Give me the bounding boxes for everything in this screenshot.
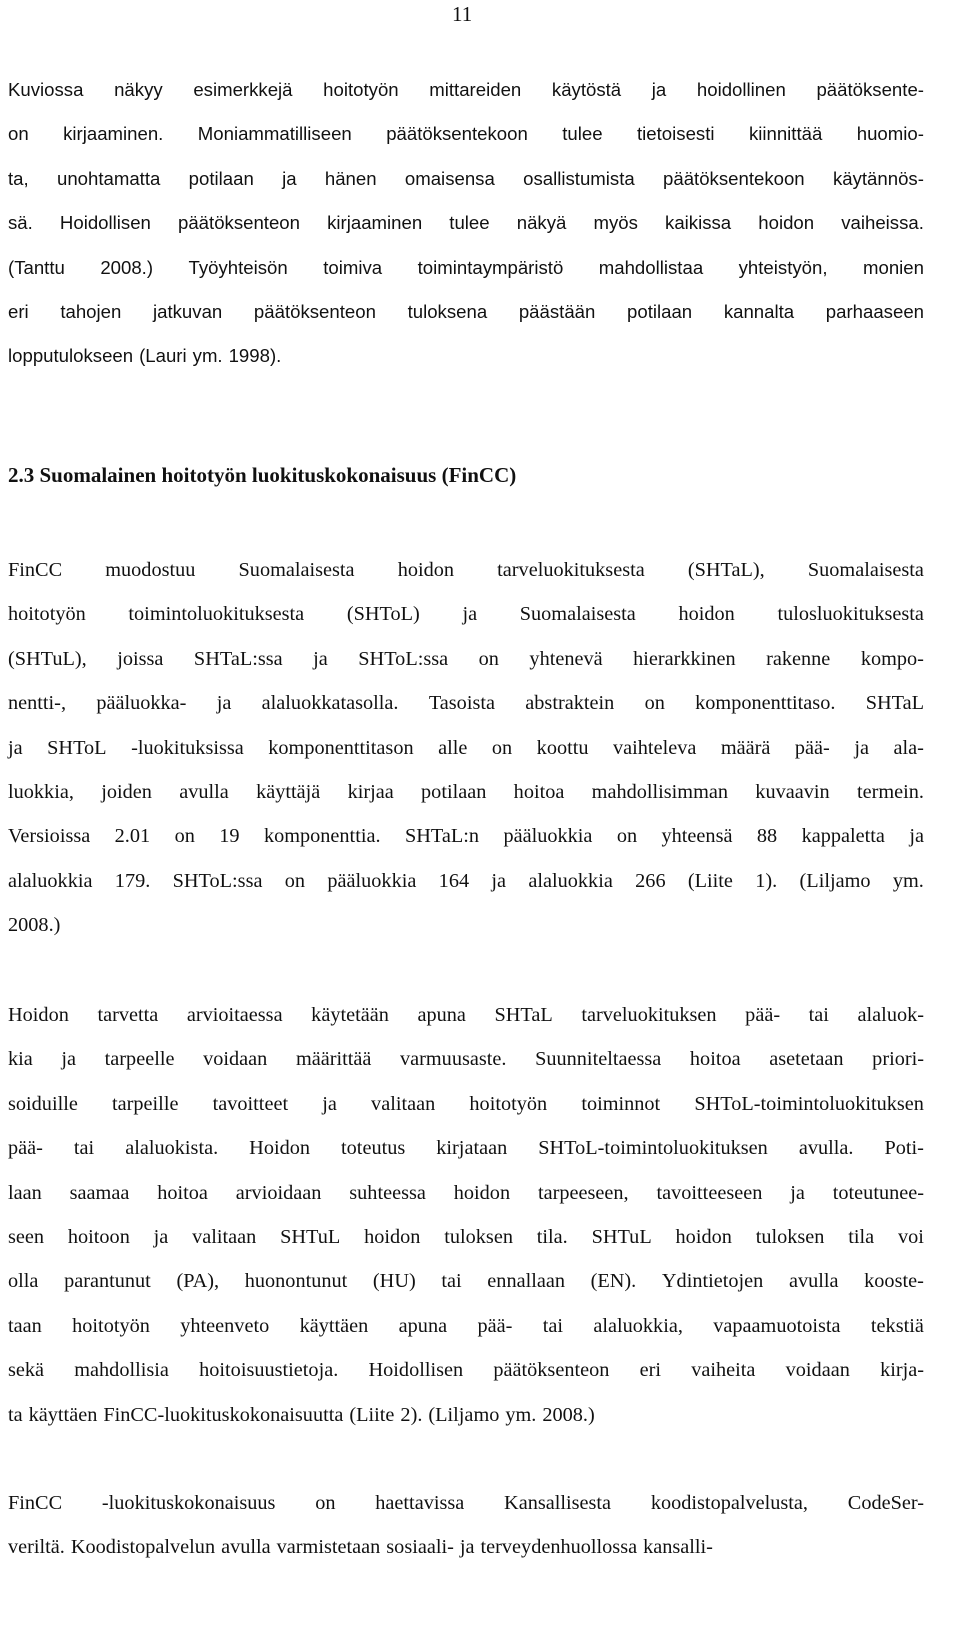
word: FinCC-luokituskokonaisuutta: [103, 1403, 344, 1426]
text-line: [8, 555, 924, 585]
word: on: [284, 869, 306, 892]
word: tarpeeseen,: [537, 1181, 629, 1204]
word: näkyä: [516, 212, 567, 234]
text-line: [8, 821, 924, 851]
word: terveydenhuollossa: [480, 1536, 638, 1559]
word: -luokituksissa: [131, 736, 244, 759]
word: osallistumista: [523, 167, 635, 189]
word: tulee: [562, 123, 603, 145]
word: ennallaan: [487, 1270, 565, 1293]
word: on: [478, 647, 499, 670]
word: ja: [462, 603, 478, 626]
word: 266: [635, 869, 666, 892]
word: tuloksen: [755, 1226, 825, 1248]
word: kirjaa: [347, 781, 394, 803]
word: mahdollisia: [74, 1359, 169, 1382]
word: myös: [593, 212, 638, 234]
word: rakenne: [766, 647, 831, 670]
word: jatkuvan: [153, 301, 223, 322]
word: SHTaL:ssa: [193, 647, 283, 670]
word: (Tanttu: [8, 256, 65, 278]
text-line: [8, 75, 924, 105]
word: vaiheissa.: [841, 212, 924, 234]
text-line: [8, 1222, 924, 1252]
text-line: [8, 1532, 924, 1562]
word: valitaan: [371, 1092, 436, 1115]
word: on: [8, 123, 29, 145]
word: mittareiden: [429, 79, 522, 100]
word: alaluokkia: [528, 869, 613, 892]
word: Ydintietojen: [661, 1270, 764, 1293]
word: priori-: [872, 1048, 924, 1071]
word: huonontunut: [244, 1270, 348, 1293]
word: ja: [282, 167, 297, 189]
word: ym.: [892, 869, 924, 892]
word: (PA),: [176, 1270, 220, 1293]
text-line: [8, 1311, 924, 1341]
word: ja: [790, 1181, 805, 1204]
word: kappaletta: [801, 825, 885, 848]
word: SHTuL: [280, 1226, 341, 1248]
word: tulosluokituksesta: [777, 603, 924, 626]
word: SHToL: [47, 736, 107, 759]
word: hoidon: [397, 559, 455, 581]
word: SHTaL: [865, 692, 924, 715]
word: alaluok-: [857, 1004, 924, 1026]
word: CodeSer-: [847, 1492, 924, 1514]
word: huomio-: [856, 123, 924, 145]
word: 88: [756, 825, 778, 848]
word: kannalta: [723, 301, 795, 322]
word: Versioissa: [8, 825, 91, 848]
word: kia: [8, 1048, 33, 1071]
word: tavoitteeseen: [656, 1181, 763, 1204]
word: kirjataan: [436, 1137, 508, 1160]
word: Työyhteisön: [188, 256, 288, 278]
word: tuloksen: [444, 1226, 513, 1248]
word: päätöksenteon: [253, 301, 376, 322]
word: 2008.): [100, 256, 154, 278]
word: 164: [438, 869, 470, 892]
word: 2.01: [114, 825, 151, 848]
word: hoidollinen: [696, 79, 786, 100]
word: hoitoa: [689, 1048, 741, 1071]
word: (Lauri: [139, 345, 187, 367]
word: Suomalaisesta: [238, 559, 355, 581]
word: tekstiä: [870, 1314, 924, 1337]
word: (SHTaL),: [687, 559, 765, 581]
word: asetetaan: [769, 1048, 844, 1071]
word: saamaa: [69, 1181, 130, 1204]
word: joissa: [117, 647, 164, 670]
word: hoitoisuustietoja.: [199, 1359, 339, 1382]
word: pää-: [8, 1137, 43, 1160]
word: sä.: [8, 212, 33, 234]
text-line: [8, 1089, 924, 1119]
word: hoitotyön: [323, 79, 399, 100]
word: hänen: [324, 167, 377, 189]
word: pääluokka-: [96, 692, 187, 715]
word: arvioitaessa: [186, 1004, 283, 1026]
word: laan: [8, 1181, 42, 1204]
word: päätöksenteon: [178, 212, 300, 234]
word: -luokituskokonaisuus: [101, 1492, 276, 1514]
word: hoidon: [758, 212, 815, 234]
text-line: [8, 208, 924, 238]
text-line: [8, 1488, 924, 1518]
word: ja: [61, 1048, 77, 1071]
word: 1998).: [228, 345, 282, 367]
word: potilaan: [627, 301, 693, 322]
word: pää-: [794, 736, 830, 759]
word: 1).: [755, 869, 778, 892]
word: käytetään: [311, 1004, 389, 1026]
word: ja: [216, 692, 232, 715]
word: (HU): [372, 1270, 416, 1293]
word: ja: [651, 79, 667, 100]
word: FinCC: [8, 1492, 63, 1514]
word: vapaamuotoista: [713, 1314, 841, 1337]
word: tietoisesti: [637, 123, 715, 145]
word: ta: [8, 1403, 23, 1426]
word: potilaan: [421, 781, 487, 803]
word: pääluokkia: [327, 869, 417, 892]
text-line: [8, 1044, 924, 1074]
word: soiduille: [8, 1092, 78, 1115]
word: apuna: [398, 1314, 448, 1337]
word: on: [174, 825, 195, 848]
word: päätöksente-: [816, 79, 924, 100]
word: kuvaavin: [755, 781, 830, 803]
word: tarveluokituksesta: [497, 559, 645, 581]
word: ala-: [893, 736, 924, 759]
word: käyttäen: [28, 1403, 98, 1426]
word: käytännös-: [832, 167, 924, 189]
word: kirjaaminen.: [63, 123, 164, 145]
word: tavoitteet: [212, 1092, 289, 1115]
word: vaiheita: [691, 1359, 756, 1382]
word: eri: [8, 301, 29, 322]
word: kirjaaminen: [327, 212, 423, 234]
word: ym.: [192, 345, 223, 367]
word: SHToL:ssa: [172, 869, 263, 892]
word: kirja-: [880, 1359, 924, 1382]
word: hoidon: [678, 603, 735, 626]
word: hoidon: [364, 1226, 421, 1248]
word: pää-: [745, 1004, 781, 1026]
word: Tasoista: [428, 692, 495, 715]
text-line: [8, 688, 924, 718]
word: kompo-: [860, 647, 924, 670]
word: tarvetta: [97, 1004, 159, 1026]
word: SHTaL:n: [404, 825, 480, 848]
text-line: [8, 119, 924, 149]
word: muodostuu: [105, 559, 196, 581]
word: hoitotyön: [469, 1092, 548, 1115]
word: SHToL-toimintoluokituksen: [538, 1137, 768, 1160]
word: mahdollistaa: [598, 256, 704, 278]
word: parhaaseen: [825, 301, 924, 322]
word: avulla.: [798, 1137, 854, 1160]
word: SHToL:ssa: [358, 647, 449, 670]
word: hoidon: [453, 1181, 511, 1204]
word: ja: [854, 736, 869, 759]
word: luokkia,: [8, 781, 74, 803]
word: toimiva: [323, 256, 383, 278]
word: Kansallisesta: [504, 1492, 612, 1514]
word: ja: [909, 825, 924, 848]
word: arvioidaan: [235, 1181, 322, 1204]
word: avulla: [221, 1536, 271, 1559]
word: näkyy: [114, 79, 163, 100]
text-line: [8, 1400, 924, 1430]
word: ja: [322, 1092, 337, 1115]
word: tai: [73, 1137, 95, 1160]
word: nentti-,: [8, 692, 67, 715]
word: voi: [897, 1226, 924, 1248]
word: on: [644, 692, 665, 715]
word: toteutus: [341, 1137, 406, 1160]
word: 2008.): [8, 914, 61, 937]
word: potilaan: [188, 167, 254, 189]
word: tuloksena: [407, 301, 488, 322]
word: pääluokkia: [503, 825, 593, 848]
word: (EN).: [590, 1270, 637, 1293]
word: tarpeelle: [104, 1048, 175, 1071]
word: FinCC: [8, 559, 63, 581]
word: tila.: [536, 1226, 568, 1248]
word: hoitotyön: [72, 1314, 150, 1337]
word: on: [315, 1492, 336, 1514]
text-line: [8, 866, 924, 896]
word: komponenttitason: [268, 736, 414, 759]
word: yhteenveto: [180, 1314, 270, 1337]
text-line: [8, 297, 924, 327]
word: varmuusaste.: [400, 1048, 507, 1071]
word: on: [491, 736, 513, 759]
word: (SHTuL),: [8, 647, 87, 670]
word: käyttäjä: [256, 781, 321, 803]
word: alle: [438, 736, 468, 759]
word: varmistetaan: [276, 1536, 381, 1559]
word: hoitoon: [67, 1226, 130, 1248]
word: omaisensa: [404, 167, 495, 189]
word: tila: [848, 1226, 875, 1248]
word: ym.: [505, 1403, 537, 1426]
word: lopputulokseen: [8, 345, 134, 367]
word: voidaan: [203, 1048, 268, 1071]
text-line: [8, 1266, 924, 1296]
text-line: [8, 1133, 924, 1163]
word: alaluokkia: [8, 869, 93, 892]
word: ta,: [8, 167, 29, 189]
word: toteutunee-: [832, 1181, 924, 1204]
word: monien: [862, 256, 924, 278]
text-line: [8, 599, 924, 629]
word: toimintoluokituksesta: [128, 603, 305, 626]
word: pää-: [477, 1314, 513, 1337]
word: SHTuL: [591, 1226, 652, 1248]
word: käytöstä: [551, 79, 622, 100]
word: Suomalaisesta: [807, 559, 924, 581]
text-line: [8, 253, 924, 283]
word: haettavissa: [375, 1492, 465, 1514]
word: olla: [8, 1270, 39, 1293]
word: ja: [8, 736, 23, 759]
word: yhteistyön,: [738, 256, 828, 278]
word: tarveluokituksen: [581, 1004, 717, 1026]
word: määrä: [720, 736, 771, 759]
word: ja: [153, 1226, 169, 1248]
word: Hoidon: [249, 1137, 311, 1160]
text-line: [8, 164, 924, 194]
word: Kuviossa: [8, 79, 84, 100]
word: komponenttia.: [263, 825, 381, 848]
word: on: [616, 825, 638, 848]
word: termein.: [856, 781, 924, 803]
word: ja: [459, 1536, 475, 1559]
word: kansalli-: [643, 1536, 713, 1559]
word: päätöksentekoon: [386, 123, 528, 145]
word: alaluokkia,: [593, 1314, 683, 1337]
word: toimintaympäristö: [417, 256, 564, 278]
word: taan: [8, 1314, 42, 1337]
word: tai: [808, 1004, 829, 1026]
word: (Liite: [687, 869, 733, 892]
word: hierarkkinen: [633, 647, 736, 670]
text-line: [8, 1178, 924, 1208]
word: ja: [491, 869, 507, 892]
word: SHToL-toimintoluokituksen: [694, 1092, 924, 1115]
word: valitaan: [192, 1226, 257, 1248]
word: (Liite: [349, 1403, 395, 1426]
word: kooste-: [864, 1270, 924, 1293]
text-line: [8, 644, 924, 674]
word: käyttäen: [299, 1314, 369, 1337]
word: päätöksenteon: [493, 1359, 610, 1382]
word: joiden: [101, 781, 152, 803]
word: parantunut: [64, 1270, 151, 1293]
word: sekä: [8, 1359, 45, 1382]
text-line: [8, 341, 924, 371]
word: (SHToL): [346, 603, 420, 626]
word: mahdollisimman: [591, 781, 728, 803]
text-line: [8, 910, 924, 940]
word: toiminnot: [581, 1092, 661, 1115]
word: kaikissa: [665, 212, 732, 234]
text-line: [8, 1355, 924, 1385]
word: koottu: [536, 736, 589, 759]
text-line: [8, 1000, 924, 1030]
word: suhteessa: [349, 1181, 426, 1204]
word: sosiaali-: [386, 1536, 454, 1559]
word: abstraktein: [525, 692, 615, 715]
word: tulee: [449, 212, 490, 234]
page-number: 11: [452, 2, 473, 26]
word: hoitoa: [157, 1181, 208, 1204]
text-line: [8, 733, 924, 763]
word: hoitotyön: [8, 603, 86, 626]
word: (Liljamo: [428, 1403, 500, 1426]
word: avulla: [788, 1270, 839, 1293]
word: 19: [219, 825, 240, 848]
word: hoitoa: [513, 781, 565, 803]
word: (Liljamo: [799, 869, 871, 892]
word: eri: [639, 1359, 661, 1382]
section-heading: 2.3 Suomalainen hoitotyön luokituskokonaisuus (FinCC): [8, 463, 517, 487]
word: apuna: [417, 1004, 466, 1026]
word: voidaan: [785, 1359, 850, 1382]
word: Suunniteltaessa: [535, 1048, 662, 1071]
word: Poti-: [884, 1137, 924, 1160]
word: alaluokista.: [125, 1137, 219, 1160]
word: tai: [542, 1314, 563, 1337]
word: vaihteleva: [613, 736, 697, 759]
word: ja: [313, 647, 328, 670]
word: unohtamatta: [56, 167, 161, 189]
word: Moniammatilliseen: [197, 123, 352, 145]
word: päästään: [518, 301, 596, 322]
word: Hoidollisen: [59, 212, 151, 234]
word: kiinnittää: [748, 123, 823, 145]
word: Hoidollisen: [368, 1359, 464, 1382]
word: alaluokkatasolla.: [261, 692, 399, 715]
word: veriltä.: [8, 1536, 65, 1559]
word: koodistopalvelusta,: [650, 1492, 809, 1514]
word: yhtenevä: [529, 647, 603, 670]
word: määrittää: [295, 1048, 372, 1071]
word: 2008.): [542, 1403, 595, 1426]
word: tarpeille: [112, 1092, 179, 1115]
word: 2).: [400, 1403, 423, 1426]
word: Suomalaisesta: [519, 603, 636, 626]
word: tahojen: [60, 301, 122, 322]
word: seen: [8, 1226, 45, 1248]
word: tai: [441, 1270, 462, 1293]
text-line: [8, 777, 924, 807]
word: komponenttitaso.: [695, 692, 836, 715]
word: esimerkkejä: [193, 79, 293, 100]
word: päätöksentekoon: [663, 167, 805, 189]
word: yhteensä: [661, 825, 733, 848]
word: Hoidon: [8, 1004, 69, 1026]
word: SHTaL: [494, 1004, 553, 1026]
word: 179.: [114, 869, 151, 892]
word: avulla: [179, 781, 229, 803]
word: Koodistopalvelun: [70, 1536, 216, 1559]
word: hoidon: [675, 1226, 732, 1248]
